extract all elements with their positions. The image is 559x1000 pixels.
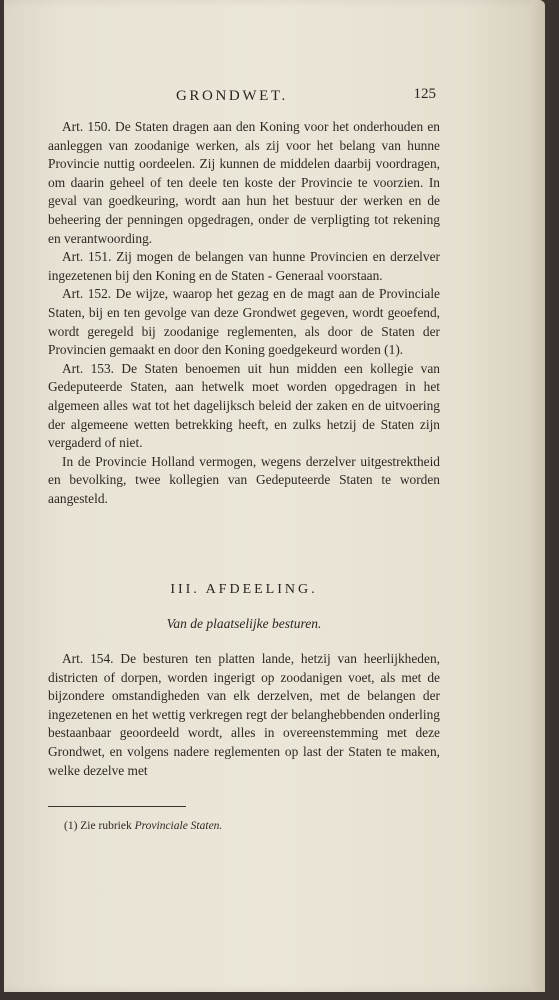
page-edge	[531, 0, 545, 992]
running-title: GRONDWET.	[176, 88, 288, 104]
footnote	[64, 820, 222, 832]
article-153-continuation: In de Provincie Holland vermogen, wegens derzelver uitgestrektheid en bevolking, twee kollegien van Gedeputeerde Staten te worden aangesteld.	[48, 453, 440, 506]
section-heading: III. AFDEELING.	[170, 582, 318, 597]
book-page	[4, 0, 545, 992]
section-block	[48, 582, 440, 780]
footnote-marker: (1) Zie rubriek	[64, 820, 132, 832]
footnote-divider	[48, 806, 186, 807]
article-151: Art. 151. Zij mogen de belangen van hunne Provincien en derzelver ingezetenen bij den Koning en de Staten - Generaal voorstaan.	[48, 249, 440, 283]
article-150: Art. 150. De Staten dragen aan den Koning voor het onderhouden en aanleggen van zoodanige werken, als zij voor het belang van hunne Provincie nuttig oordeelen. Zij kunnen de middelen daarbij voordragen, om daarin geheel of ten deele ten koste der Provincie te voorzien. In geval van goedkeuring, wordt aan hun het bestuur der werken en de beheering der penningen opgedragen, onder de verpligting tot rekening en verantwoording.	[48, 119, 440, 246]
article-153: Art. 153. De Staten benoemen uit hun midden een kollegie van Gedeputeerde Staten, aan hetwelk moet worden opgedragen in het algemeen alles wat tot het dagelijksch beleid der zaken en de uitvoering der algemeene wetten betrekking heeft, en zulks hetzij de Staten zijn vergaderd of niet.	[48, 360, 440, 451]
page-header	[44, 88, 436, 110]
page-number: 125	[413, 86, 436, 102]
article-152: Art. 152. De wijze, waarop het gezag en de magt aan de Provinciale Staten, bij en ten gevolge van deze Grondwet gegeven, wordt geoefend, wordt geregeld bij zoodanige reglementen, als door de Staten der Provincien gemaakt en door den Koning goedgekeurd worden (1).	[48, 286, 440, 358]
article-154: Art. 154. De besturen ten platten lande, hetzij van heerlijkheden, districten of dorpen, worden ingerigt op zoodanigen voet, als met de bijzondere omstandigheden van elk derzelven, met de belangen der ingezetenen en het wettig verkregen regt der belanghebbenden onderling bestaanbaar geoordeeld wordt, alles in overeenstemming met deze Grondwet, en volgens nadere reglementen op last der Staten te maken, welke dezelve met	[48, 651, 440, 778]
section-subtitle: Van de plaatselijke besturen.	[166, 616, 322, 631]
main-text	[48, 118, 440, 508]
footnote-reference: Provinciale Staten.	[134, 820, 223, 832]
